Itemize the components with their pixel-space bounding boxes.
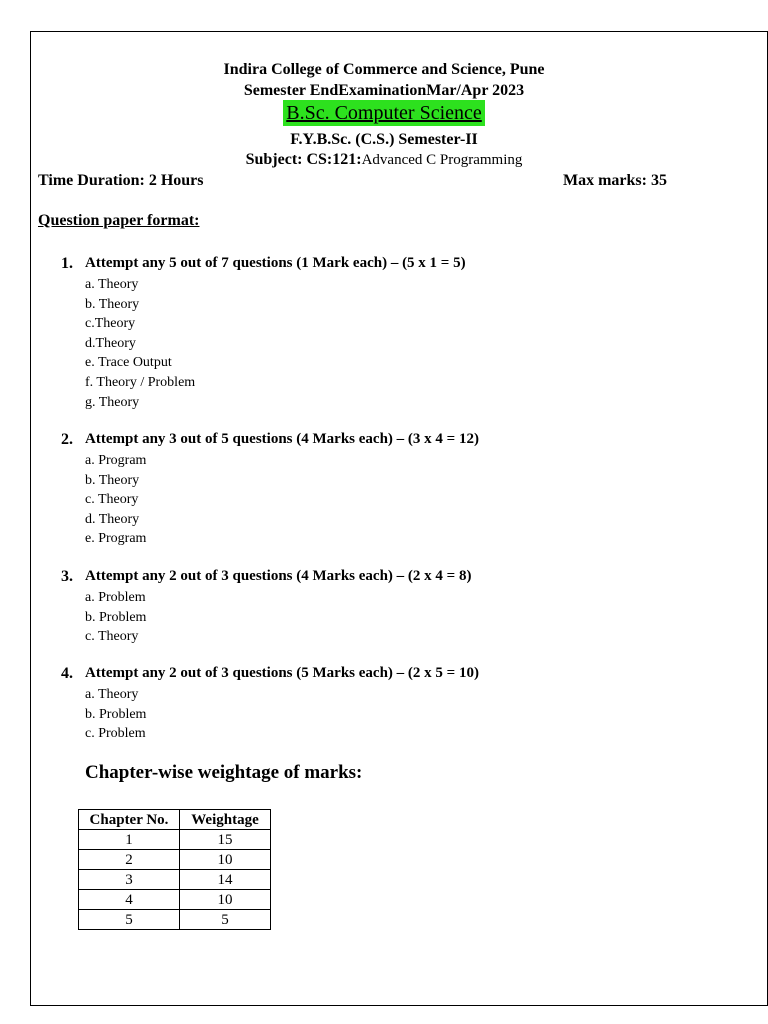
- column-header-weightage: Weightage: [180, 810, 271, 830]
- list-item: a. Theory: [85, 277, 139, 292]
- weightage-cell: 10: [180, 890, 271, 910]
- question-number: 1.: [61, 255, 73, 272]
- list-item: c.Theory: [85, 316, 136, 332]
- exam-title: Semester EndExaminationMar/Apr 2023: [243, 82, 525, 99]
- weightage-cell: 15: [180, 830, 271, 850]
- list-item: b. Problem: [85, 706, 147, 722]
- weightage-cell: 5: [180, 910, 271, 930]
- subject-label: Subject: CS:121:: [245, 151, 362, 168]
- list-item: e. Trace Output: [85, 355, 172, 371]
- question-items: [85, 451, 146, 549]
- table-row: [79, 890, 271, 910]
- weightage-table: [78, 809, 271, 930]
- subject-line: [0, 151, 768, 169]
- list-item: d. Theory: [85, 511, 140, 527]
- list-item: b. Theory: [85, 472, 140, 488]
- question-number: 4.: [61, 665, 73, 682]
- question-text: Attempt any 2 out of 3 questions (5 Marks each) – (2 x 5 = 10): [85, 665, 479, 681]
- program-title-wrap: [0, 100, 768, 126]
- list-item: f. Theory / Problem: [85, 374, 196, 390]
- question-items: [85, 685, 146, 744]
- list-item: a. Problem: [85, 590, 146, 605]
- list-item: c. Theory: [85, 492, 139, 508]
- question-items: [85, 588, 146, 647]
- question-text: Attempt any 5 out of 7 questions (1 Mark each) – (5 x 1 = 5): [85, 255, 466, 271]
- list-item: g. Theory: [85, 394, 140, 410]
- chapter-cell: 5: [79, 910, 180, 930]
- program-title: B.Sc. Computer Science: [283, 100, 485, 126]
- table-header-row: [79, 810, 271, 830]
- question-items: [85, 275, 195, 412]
- weightage-cell: 14: [180, 870, 271, 890]
- chapter-cell: 1: [79, 830, 180, 850]
- table-row: [79, 910, 271, 930]
- list-item: c. Theory: [85, 629, 139, 645]
- weightage-cell: 10: [180, 850, 271, 870]
- question-number: 3.: [61, 568, 73, 585]
- table-row: [79, 830, 271, 850]
- question-text: Attempt any 2 out of 3 questions (4 Marks each) – (2 x 4 = 8): [85, 568, 472, 584]
- list-item: e. Program: [85, 531, 147, 547]
- list-item: a. Program: [85, 453, 147, 468]
- chapter-cell: 3: [79, 870, 180, 890]
- list-item: b. Problem: [85, 609, 147, 625]
- list-item: a. Theory: [85, 687, 139, 702]
- college-name: Indira College of Commerce and Science, Pune: [223, 61, 545, 78]
- max-marks: Max marks: 35: [563, 172, 667, 189]
- table-row: [79, 850, 271, 870]
- chapter-cell: 2: [79, 850, 180, 870]
- weightage-title: Chapter-wise weightage of marks:: [85, 762, 363, 783]
- list-item: d.Theory: [85, 335, 136, 351]
- chapter-cell: 4: [79, 890, 180, 910]
- format-title: Question paper format:: [38, 212, 200, 229]
- class-title: F.Y.B.Sc. (C.S.) Semester-II: [290, 131, 478, 148]
- list-item: c. Problem: [85, 726, 146, 742]
- column-header-chapter: Chapter No.: [79, 810, 180, 830]
- question-number: 2.: [61, 431, 73, 448]
- subject-name: Advanced C Programming: [361, 152, 523, 168]
- table-row: [79, 870, 271, 890]
- time-duration: Time Duration: 2 Hours: [38, 172, 204, 189]
- list-item: b. Theory: [85, 296, 140, 312]
- question-text: Attempt any 3 out of 5 questions (4 Marks each) – (3 x 4 = 12): [85, 431, 479, 447]
